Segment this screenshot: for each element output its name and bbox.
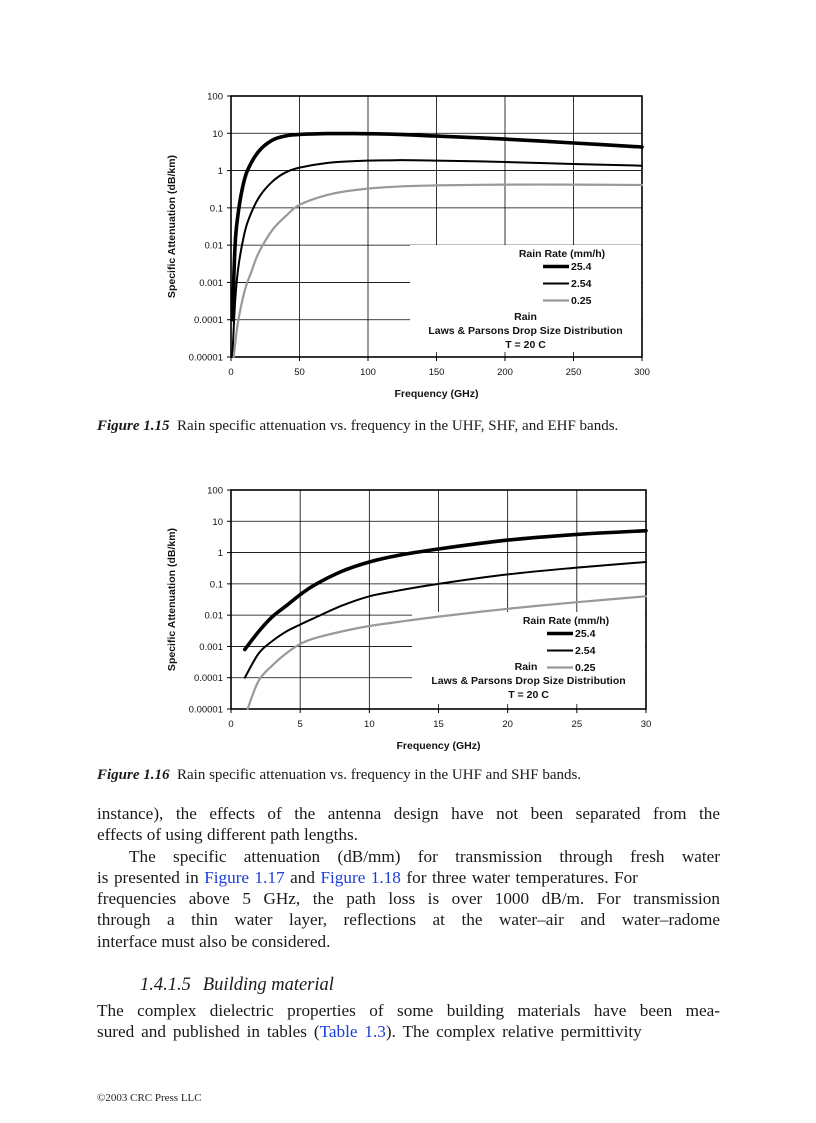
y-tick-label: 0.01	[204, 610, 223, 622]
figure-1-17-link[interactable]: Figure 1.17	[204, 867, 285, 887]
y-tick-label: 0.001	[199, 641, 223, 653]
chart-annotation: T = 20 C	[505, 339, 546, 351]
x-tick-label: 10	[364, 719, 375, 730]
x-tick-label: 30	[640, 719, 652, 730]
y-axis-label: Specific Attenuation (dB/km)	[166, 154, 178, 299]
x-tick-label: 300	[634, 367, 650, 378]
copyright-footer: ©2003 CRC Press LLC	[97, 1092, 202, 1104]
x-tick-label: 0	[228, 367, 234, 378]
caption-text: Rain specific attenuation vs. frequency in the UHF and SHF bands.	[177, 767, 582, 783]
x-tick-label: 250	[565, 367, 582, 378]
y-tick-label: 0.00001	[188, 704, 223, 716]
y-tick-label: 100	[207, 91, 223, 103]
legend-entry: 25.4	[575, 628, 596, 640]
y-tick-label: 0.0001	[193, 673, 223, 685]
x-tick-label: 50	[294, 367, 305, 378]
x-tick-label: 200	[497, 367, 513, 378]
paragraph-line: interface must also be considered.	[97, 931, 331, 951]
x-tick-label: 25	[571, 719, 583, 730]
x-tick-label: 0	[228, 719, 234, 730]
caption-label: Figure 1.16	[97, 767, 170, 783]
y-tick-label: 10	[212, 516, 223, 528]
section-title: Building material	[202, 975, 334, 995]
x-tick-label: 15	[433, 719, 444, 730]
x-axis-label: Frequency (GHz)	[396, 740, 481, 752]
y-tick-label: 0.1	[209, 579, 223, 591]
legend-entry: 25.4	[571, 261, 592, 273]
legend-entry: 2.54	[575, 645, 596, 657]
caption-text: Rain specific attenuation vs. frequency in the UHF, SHF, and EHF bands.	[177, 418, 619, 434]
x-axis-label: Frequency (GHz)	[394, 388, 479, 400]
chart-annotation: Laws & Parsons Drop Size Distribution	[431, 675, 626, 687]
paragraph-line: instance), the effects of the antenna design have not been separated from the	[97, 804, 720, 823]
caption-label: Figure 1.15	[97, 418, 170, 434]
figure-1-18-link[interactable]: Figure 1.18	[320, 867, 401, 887]
y-tick-label: 0.1	[209, 203, 223, 215]
paragraph-line: sured and published in tables (Table 1.3). The complex relative permittivity	[97, 1022, 642, 1042]
legend-entry: 0.25	[571, 295, 592, 307]
chart-annotation: T = 20 C	[508, 689, 549, 701]
y-tick-label: 0.00001	[188, 352, 223, 364]
y-tick-label: 1	[217, 166, 223, 178]
paragraph-line: The specific attenuation (dB/mm) for transmission through fresh water	[129, 846, 720, 866]
section-number: 1.4.1.5	[140, 975, 191, 995]
body-paragraph-building	[97, 1000, 720, 1043]
legend-entry: 0.25	[575, 662, 596, 674]
y-tick-label: 10	[212, 128, 223, 140]
legend-title: Rain Rate (mm/h)	[518, 248, 606, 260]
y-tick-label: 0.001	[199, 277, 223, 289]
chart-annotation: Laws & Parsons Drop Size Distribution	[428, 325, 623, 337]
paragraph-line: through a thin water layer, reflections at the water–air and water–radome	[97, 910, 720, 930]
y-tick-label: 1	[217, 548, 223, 560]
legend-entry: 2.54	[571, 278, 592, 290]
x-tick-label: 150	[428, 367, 445, 378]
paragraph-line: is presented in Figure 1.17 and Figure 1.18 for three water temperatures. For	[97, 867, 638, 887]
x-tick-label: 20	[502, 719, 513, 730]
figure-1-16-caption	[97, 767, 737, 784]
chart-annotation: Rain	[514, 311, 537, 323]
chart-annotation: Rain	[514, 661, 538, 673]
x-tick-label: 100	[360, 367, 376, 378]
legend-title: Rain Rate (mm/h)	[522, 615, 610, 627]
y-tick-label: 0.01	[204, 240, 223, 252]
table-1-3-link[interactable]: Table 1.3	[319, 1022, 386, 1042]
x-tick-label: 5	[297, 719, 303, 730]
y-tick-label: 100	[207, 485, 223, 497]
paragraph-line: frequencies above 5 GHz, the path loss is over 1000 dB/m. For transmission	[97, 889, 720, 909]
paragraph-line: The complex dielectric properties of some building materials have been mea-	[97, 1001, 720, 1020]
y-tick-label: 0.0001	[193, 315, 223, 327]
y-axis-label: Specific Attenuation (dB/km)	[166, 527, 178, 672]
section-heading	[140, 975, 334, 996]
paragraph-line: effects of using different path lengths.	[97, 825, 358, 845]
body-paragraphs	[97, 803, 720, 952]
